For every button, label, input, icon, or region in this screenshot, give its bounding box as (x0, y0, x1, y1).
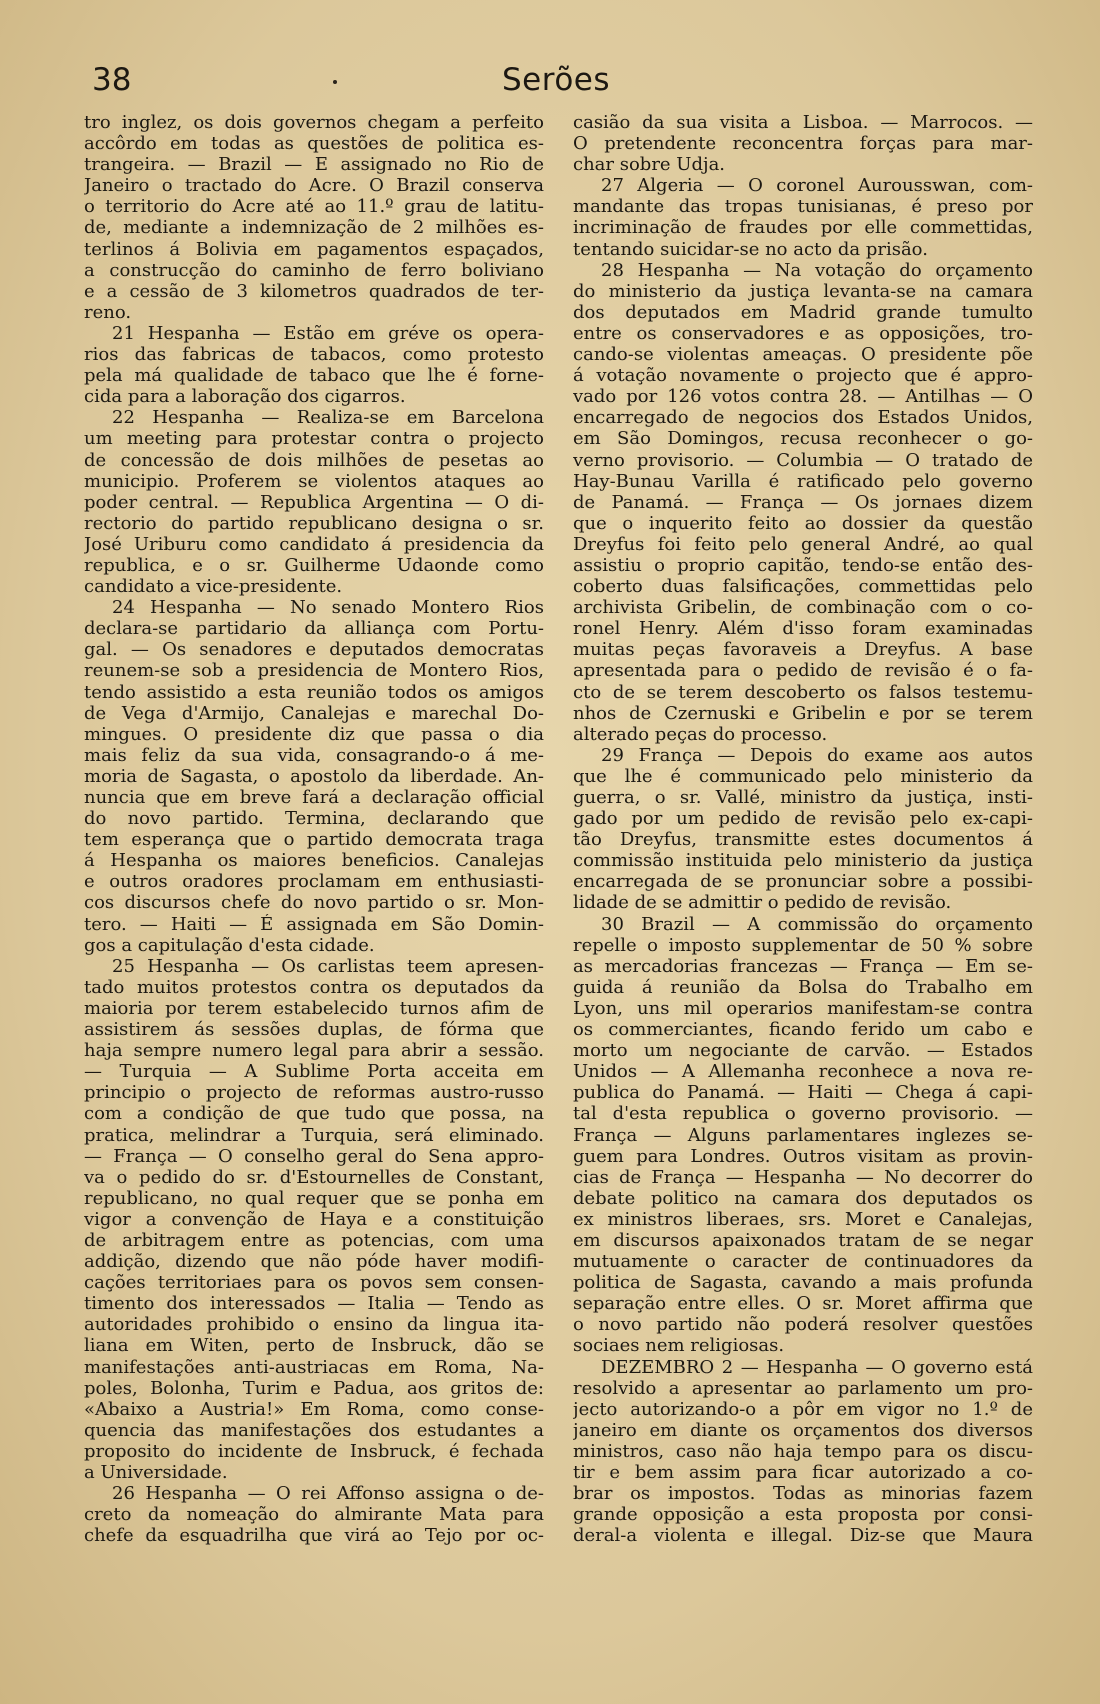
text-line: archivista Gribelin, de combinação com o co- (573, 597, 1033, 619)
text-line: char sobre Udja. (573, 154, 726, 176)
text-line: tentando suicidar-se no acto da prisão. (573, 238, 928, 260)
running-head-title: Serões (502, 62, 611, 98)
text-line: tero. — Haiti — É assignada em São Domin- (84, 913, 544, 935)
text-line: politica de Sagasta, cavando a mais profunda (573, 1272, 1033, 1294)
text-line: proposito do incidente de Insbruck, é fechada (84, 1440, 544, 1462)
text-line: debate politico na camara dos deputados os (573, 1187, 1033, 1209)
text-line: DEZEMBRO 2 — Hespanha — O governo está (601, 1356, 1033, 1378)
text-line: autoridades prohibido o ensino da lingua ita- (84, 1314, 544, 1336)
text-line: cida para a laboração dos cigarros. (84, 386, 406, 408)
text-line: ronel Henry. Além d'isso foram examinadas (573, 618, 1033, 640)
text-line: nhos de Czernuski e Gribelin e por se terem (573, 702, 1033, 724)
text-line: chefe da esquadrilha que virá ao Tejo por oc- (84, 1525, 544, 1547)
text-line: que o inquerito feito ao dossier da questão (573, 512, 1033, 534)
text-line: maioria por terem estabelecido turnos afim de (84, 997, 544, 1019)
text-line: José Uriburu como candidato á presidencia da (84, 533, 544, 555)
text-line: gos a capitulação d'esta cidade. (84, 934, 375, 956)
text-line: brar os impostos. Todas as minorias fazem (573, 1483, 1033, 1505)
text-line: janeiro em diante os orçamentos dos diversos (573, 1419, 1033, 1441)
text-line: vado por 126 votos contra 28. — Antilhas — O (573, 386, 1033, 408)
text-line: verno provisorio. — Columbia — O tratado de (573, 449, 1033, 471)
text-line: tir e bem assim para ficar autorizado a co- (573, 1462, 1033, 1483)
text-line: repelle o imposto supplementar de 50 % sobre (573, 934, 1033, 956)
text-line: um meeting para protestar contra o projecto (84, 428, 544, 450)
text-line: pela má qualidade de tabaco que lhe é forne- (84, 365, 544, 387)
text-line: moria de Sagasta, o apostolo da liberdade. An- (84, 765, 544, 787)
text-line: nuncia que em breve fará a declaração official (84, 787, 544, 808)
text-line: morto um negociante de carvão. — Estados (573, 1040, 1033, 1062)
text-line: coberto duas falsificações, commettidas pelo (573, 576, 1033, 598)
text-line: o novo partido não poderá resolver questões (573, 1314, 1033, 1336)
text-line: do ministerio da justiça levanta-se na camara (573, 280, 1033, 302)
text-line: grande opposição a esta proposta por consi- (573, 1504, 1033, 1526)
text-line: e outros oradores proclamam em enthusiasti- (84, 871, 544, 893)
text-line: á votação novamente o projecto que é appro- (573, 365, 1033, 387)
text-line: 27 Algeria — O coronel Aurousswan, com- (601, 175, 1033, 197)
text-line: separação entre elles. O sr. Moret affirma que (573, 1293, 1033, 1315)
text-line: o territorio do Acre até ao 11.º grau de latitu- (84, 196, 544, 218)
text-line: incriminação de fraudes por elle commettidas, (573, 217, 1033, 239)
text-line: de arbitragem entre as potencias, com uma (84, 1229, 544, 1251)
text-line: 26 Hespanha — O rei Affonso assigna o de- (112, 1483, 544, 1505)
text-line: as mercadorias francezas — França — Em se- (573, 955, 1033, 977)
text-line: declara-se partidario da alliança com Portu- (84, 618, 544, 640)
text-line: jecto autorizando-o a pôr em vigor no 1.º de (573, 1398, 1033, 1420)
text-line: casião da sua visita a Lisboa. — Marrocos. — (573, 112, 1033, 133)
text-line: Dreyfus foi feito pelo general André, ao qual (573, 533, 1033, 555)
text-line: e a cessão de 3 kilometros quadrados de ter- (84, 280, 544, 302)
text-line: Hay-Bunau Varilla é ratificado pelo governo (573, 470, 1033, 492)
text-line: 21 Hespanha — Estão em gréve os opera- (112, 322, 544, 344)
text-line: mingues. O presidente diz que passa o dia (84, 723, 544, 745)
text-line: tal d'esta republica o governo provisorio. — (573, 1103, 1033, 1125)
text-line: publica do Panamá. — Haiti — Chega á capi- (573, 1082, 1033, 1104)
text-line: lidade de se admittir o pedido de revisão. (573, 892, 952, 914)
text-line: principio o projecto de reformas austro-russo (84, 1082, 544, 1104)
text-line: rios das fabricas de tabacos, como protesto (84, 344, 544, 366)
text-line: guida á reunião da Bolsa do Trabalho em (573, 976, 1033, 998)
text-line: resolvido a apresentar ao parlamento um pro- (573, 1377, 1033, 1399)
text-line: muitas peças favoraveis a Dreyfus. A base (573, 639, 1033, 661)
text-line: gado por um pedido de revisão pelo ex-capi- (573, 808, 1033, 830)
text-line: 28 Hespanha — Na votação do orçamento (601, 259, 1033, 281)
text-line: guerra, o sr. Vallé, ministro da justiça, insti- (573, 787, 1033, 808)
text-line: reno. (84, 301, 132, 323)
text-line: tão Dreyfus, transmitte estes documentos á (573, 829, 1033, 851)
text-line: rectorio do partido republicano designa o sr. (84, 512, 544, 534)
text-line: addição, dizendo que não póde haver modifi- (84, 1251, 544, 1273)
text-line: creto da nomeação do almirante Mata para (84, 1504, 544, 1526)
text-line: republicano, no qual requer que se ponha em (84, 1187, 544, 1209)
text-line: Unidos — A Allemanha reconhece a nova re- (573, 1061, 1033, 1083)
text-line: á Hespanha os maiores beneficios. Canalejas (84, 850, 544, 872)
text-line: 25 Hespanha — Os carlistas teem apresen- (112, 955, 544, 977)
text-line: encarregado de negocios dos Estados Unidos, (573, 407, 1033, 429)
text-line: de Vega d'Armijo, Canalejas e marechal Do- (84, 702, 544, 724)
right-text-column (573, 112, 1033, 1546)
text-line: apresentada para o pedido de revisão é o fa- (573, 660, 1033, 682)
page-number: 38 (92, 62, 132, 98)
text-line: trangeira. — Brazil — E assignado no Rio de (84, 154, 544, 176)
text-line: mutuamente o caracter de continuadores da (573, 1251, 1033, 1273)
text-line: em discursos apaixonados tratam de se negar (573, 1229, 1033, 1251)
text-line: guem para Londres. Outros visitam as provin- (573, 1145, 1033, 1167)
text-line: cto de se terem descoberto os falsos testemu- (573, 681, 1033, 703)
text-line: haja sempre numero legal para abrir a sessão. (84, 1040, 544, 1062)
text-line: cias de França — Hespanha — No decorrer do (573, 1166, 1033, 1188)
text-line: candidato a vice-presidente. (84, 576, 343, 598)
text-line: assistiu o proprio capitão, tendo-se então des- (573, 554, 1033, 576)
text-line: poles, Bolonha, Turim e Padua, aos gritos de: (84, 1377, 544, 1399)
text-line: 24 Hespanha — No senado Montero Rios (112, 597, 544, 619)
text-line: liana em Witen, perto de Insbruck, dão se (84, 1335, 544, 1357)
text-line: terlinos á Bolivia em pagamentos espaçados, (84, 238, 544, 260)
text-line: a construcção do caminho de ferro boliviano (84, 259, 544, 281)
text-line: deral-a violenta e illegal. Diz-se que Maura (573, 1525, 1033, 1547)
text-line: republica, e o sr. Guilherme Udaonde como (84, 554, 544, 576)
text-line: cos discursos chefe do novo partido o sr. Mon- (84, 892, 544, 914)
text-line: ministros, caso não haja tempo para os discu- (573, 1440, 1033, 1462)
text-line: manifestações anti-austriacas em Roma, Na- (84, 1356, 544, 1378)
text-line: dos deputados em Madrid grande tumulto (573, 301, 1033, 323)
text-line: 29 França — Depois do exame aos autos (601, 744, 1033, 766)
text-line: cando-se violentas ameaças. O presidente põe (573, 344, 1033, 366)
text-line: 22 Hespanha — Realiza-se em Barcelona (112, 407, 544, 429)
left-text-column (84, 112, 544, 1546)
header-dot-ornament (333, 80, 337, 84)
text-line: com a condição de que tudo que possa, na (84, 1103, 544, 1125)
text-line: mandante das tropas tunisianas, é preso por (573, 196, 1033, 218)
text-line: — Turquia — A Sublime Porta acceita em (84, 1061, 544, 1083)
text-line: tendo assistido a esta reunião todos os amigos (84, 681, 544, 703)
text-line: municipio. Proferem se violentos ataques ao (84, 470, 544, 492)
text-line: tado muitos protestos contra os deputados da (84, 976, 544, 998)
text-line: gal. — Os senadores e deputados democratas (84, 639, 544, 661)
text-line: O pretendente reconcentra forças para mar- (573, 133, 1033, 155)
text-line: encarregada de se pronunciar sobre a possibi- (573, 871, 1033, 893)
text-line: que lhe é communicado pelo ministerio da (573, 765, 1033, 787)
text-line: sociaes nem religiosas. (573, 1335, 785, 1357)
text-line: vigor a convenção de Haya e a constituição (84, 1208, 544, 1230)
text-line: os commerciantes, ficando ferido um cabo e (573, 1019, 1033, 1041)
text-line: accôrdo em todas as questões de politica es- (84, 133, 544, 155)
text-line: a Universidade. (84, 1462, 228, 1483)
text-line: — França — O conselho geral do Sena appro- (84, 1145, 544, 1167)
text-line: commissão instituida pelo ministerio da justiça (573, 850, 1033, 872)
text-line: alterado peças do processo. (573, 723, 828, 745)
text-line: Janeiro o tractado do Acre. O Brazil conserva (84, 175, 544, 197)
text-line: tro inglez, os dois governos chegam a perfeito (84, 112, 544, 133)
text-line: de Panamá. — França — Os jornaes dizem (573, 491, 1033, 513)
text-line: entre os conservadores e as opposições, tro- (573, 322, 1033, 344)
text-line: va o pedido do sr. d'Estournelles de Constant, (84, 1166, 544, 1188)
text-line: França — Alguns parlamentares inglezes se- (573, 1124, 1033, 1146)
text-line: reunem-se sob a presidencia de Montero Rios, (84, 660, 544, 682)
text-line: assistirem ás sessões duplas, de fórma que (84, 1019, 544, 1041)
text-line: de, mediante a indemnização de 2 milhões es- (84, 217, 544, 239)
text-line: timento dos interessados — Italia — Tendo as (84, 1293, 544, 1315)
text-line: de concessão de dois milhões de pesetas ao (84, 449, 544, 471)
text-line: em São Domingos, recusa reconhecer o go- (573, 428, 1033, 450)
text-line: do novo partido. Termina, declarando que (84, 808, 544, 830)
text-line: «Abaixo a Austria!» Em Roma, como conse- (84, 1398, 544, 1420)
text-line: mais feliz da sua vida, consagrando-o á me- (84, 744, 544, 766)
text-line: ex ministros liberaes, srs. Moret e Canalejas, (573, 1208, 1033, 1230)
text-line: cações territoriaes para os povos sem consen- (84, 1272, 544, 1294)
text-line: poder central. — Republica Argentina — O di- (84, 491, 544, 513)
text-line: quencia das manifestações dos estudantes a (84, 1419, 544, 1441)
text-line: Lyon, uns mil operarios manifestam-se contra (573, 997, 1033, 1019)
text-line: pratica, melindrar a Turquia, será eliminado. (84, 1124, 544, 1146)
text-line: tem esperança que o partido democrata traga (84, 829, 544, 851)
text-line: 30 Brazil — A commissão do orçamento (601, 913, 1033, 935)
